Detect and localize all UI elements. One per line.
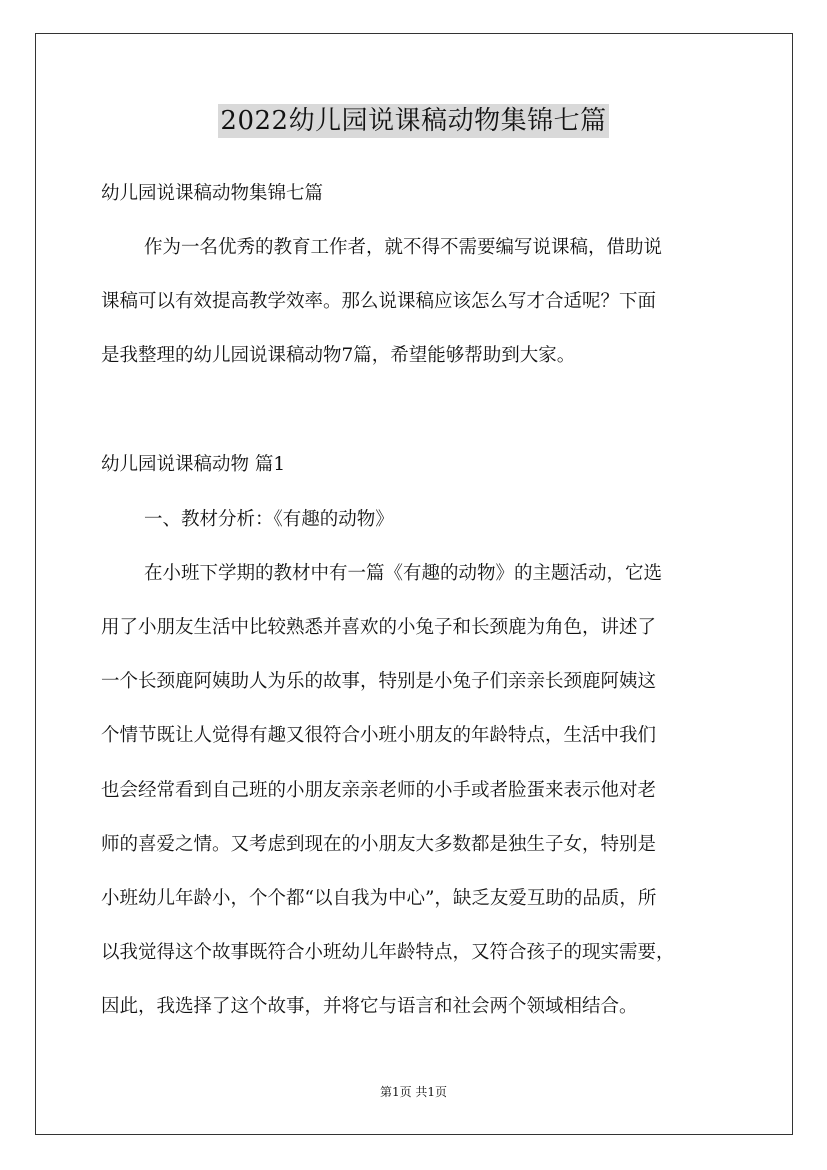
body-line: 用了小朋友生活中比较熟悉并喜欢的小兔子和长颈鹿为角色，讲述了 — [101, 617, 657, 638]
subsection-heading: 一、教材分析：《有趣的动物》 — [144, 509, 394, 530]
intro-line: 是我整理的幼儿园说课稿动物7篇，希望能够帮助到大家。 — [101, 345, 576, 366]
body-line: 小班幼儿年龄小，个个都“以自我为中心”，缺乏友爱互助的品质，所 — [101, 888, 657, 909]
intro-line: 作为一名优秀的教育工作者，就不得不需要编写说课稿，借助说 — [144, 237, 663, 258]
body-line: 也会经常看到自己班的小朋友亲亲老师的小手或者脸蛋来表示他对老 — [101, 780, 657, 801]
title-container — [0, 104, 827, 138]
body-line: 在小班下学期的教材中有一篇《有趣的动物》的主题活动，它选 — [144, 563, 663, 584]
body-line: 因此，我选择了这个故事，并将它与语言和社会两个领域相结合。 — [101, 996, 638, 1017]
body-line: 个情节既让人觉得有趣又很符合小班小朋友的年龄特点，生活中我们 — [101, 725, 657, 746]
page-footer: 第1页 共1页 — [379, 1085, 448, 1099]
section-heading: 幼儿园说课稿动物 篇1 — [101, 454, 286, 475]
document-subtitle: 幼儿园说课稿动物集锦七篇 — [101, 183, 324, 204]
body-line: 师的喜爱之情。又考虑到现在的小朋友大多数都是独生子女，特别是 — [101, 834, 657, 855]
document-title: 2022幼儿园说课稿动物集锦七篇 — [220, 106, 607, 136]
intro-line: 课稿可以有效提高教学效率。那么说课稿应该怎么写才合适呢？下面 — [101, 291, 657, 312]
body-line: 一个长颈鹿阿姨助人为乐的故事，特别是小兔子们亲亲长颈鹿阿姨这 — [101, 671, 657, 692]
body-line: 以我觉得这个故事既符合小班幼儿年龄特点，又符合孩子的现实需要， — [101, 942, 675, 963]
